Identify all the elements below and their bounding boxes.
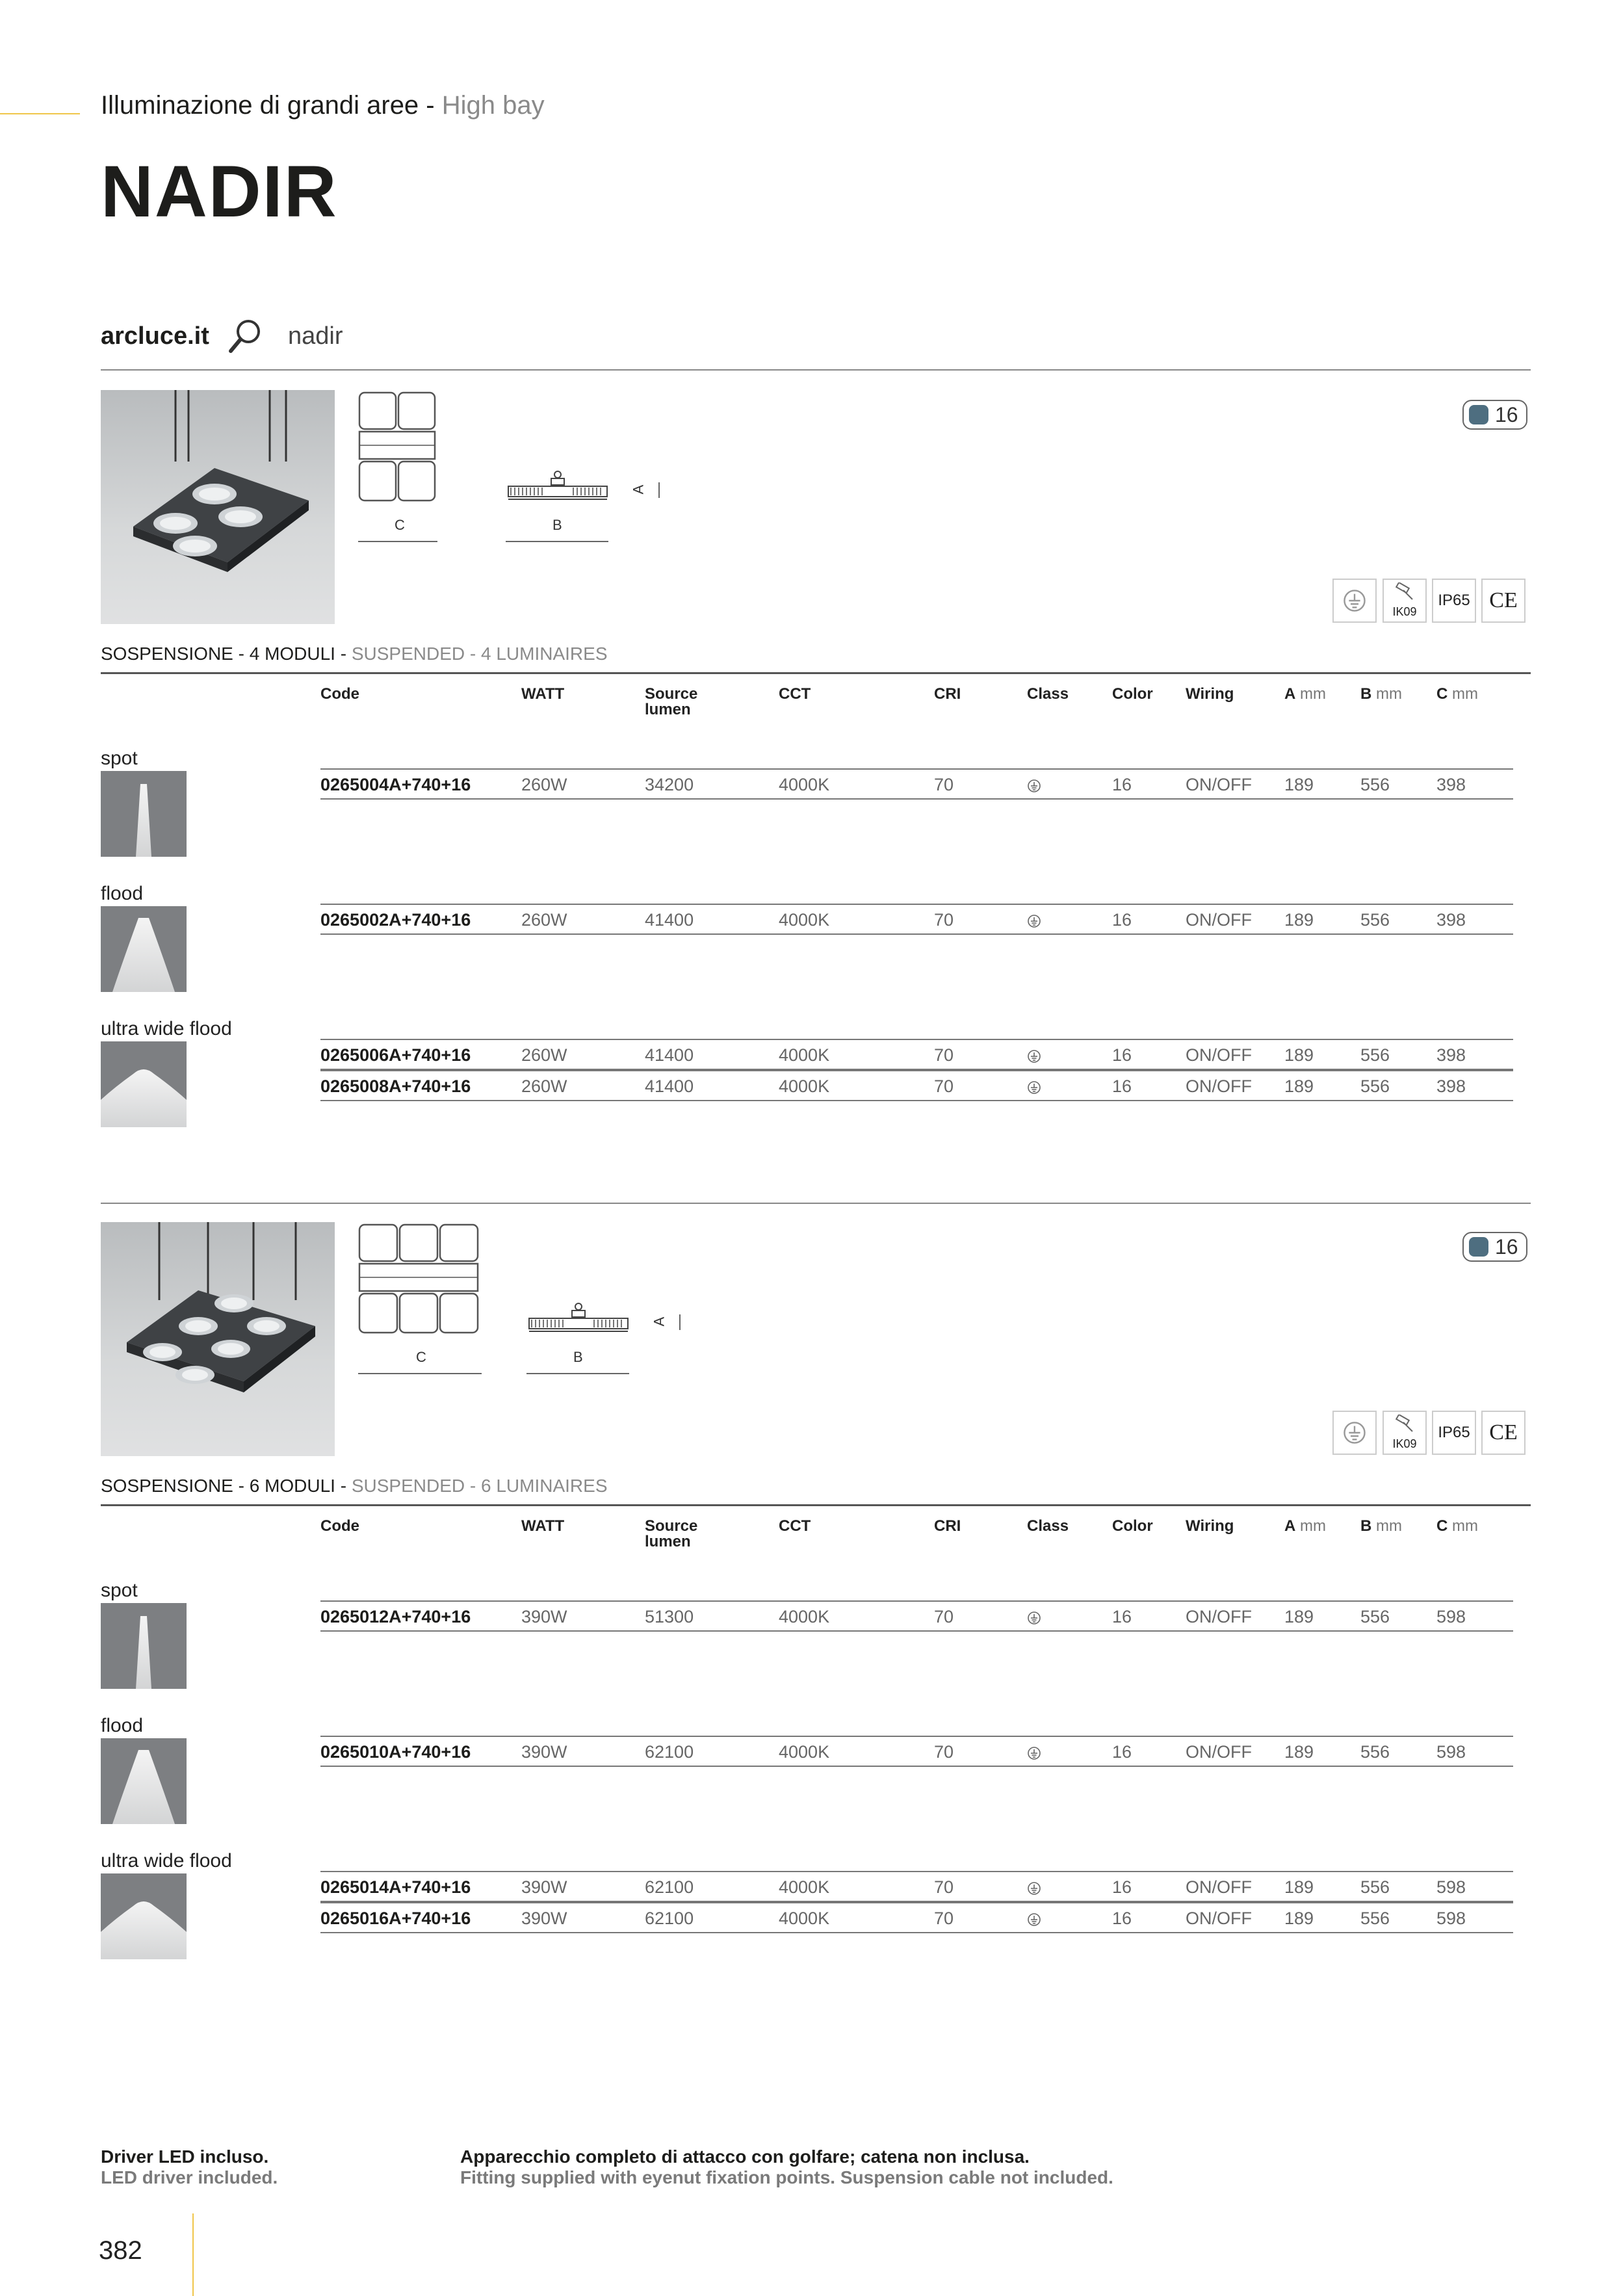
column-header-label: C <box>1436 1517 1448 1535</box>
cell-lumen: 62100 <box>645 1742 694 1762</box>
row-top-rule <box>320 768 1513 770</box>
column-header-spacer <box>1371 1517 1376 1535</box>
cell-cct: 4000K <box>779 1877 830 1897</box>
cell-lumen: 41400 <box>645 910 694 930</box>
column-header-label: Code <box>320 685 359 703</box>
cell-cct: 4000K <box>779 1909 830 1928</box>
column-header-label: Wiring <box>1186 685 1234 703</box>
column-header-label: Code <box>320 1517 359 1535</box>
dimension-c-label: C <box>395 517 405 533</box>
search-divider <box>101 369 1531 371</box>
cell-lumen: 62100 <box>645 1877 694 1897</box>
column-header-spacer <box>1448 1517 1452 1535</box>
row-top-rule <box>320 1871 1513 1872</box>
dimension-c-label: C <box>416 1349 426 1365</box>
cell-code: 0265010A+740+16 <box>320 1742 471 1762</box>
cell-lumen: 41400 <box>645 1076 694 1096</box>
dimension-a-line <box>658 482 660 498</box>
cell-code: 0265002A+740+16 <box>320 910 471 930</box>
cell-cri: 70 <box>934 775 954 794</box>
dimension-b-line <box>506 541 608 542</box>
column-header-label: A <box>1284 1517 1296 1535</box>
cell-lumen: 51300 <box>645 1607 694 1626</box>
row-top-rule <box>320 904 1513 905</box>
column-header-unit: mm <box>1300 685 1326 703</box>
column-header-cls <box>1027 686 1069 702</box>
footer-fitting-note <box>460 2146 1113 2188</box>
column-header-lumen <box>645 686 697 718</box>
beam-type-label: ultra wide flood <box>101 1850 232 1872</box>
cell-a: 189 <box>1284 1607 1314 1626</box>
cell-watt: 390W <box>521 1877 567 1897</box>
cell-b: 556 <box>1360 1607 1390 1626</box>
table-row <box>0 910 1623 930</box>
cell-code: 0265004A+740+16 <box>320 775 471 794</box>
column-header-cri <box>934 1519 961 1534</box>
top-view-drawing <box>357 1222 483 1349</box>
cell-b: 556 <box>1360 1045 1390 1065</box>
cell-color: 16 <box>1112 1076 1132 1096</box>
column-header-spacer <box>1295 685 1300 703</box>
column-header-cri <box>934 686 961 702</box>
ce-mark-icon <box>1481 579 1526 623</box>
column-header-unit: mm <box>1376 1517 1402 1535</box>
dimension-b-label: B <box>552 517 562 533</box>
cell-cct: 4000K <box>779 775 830 794</box>
cell-a: 189 <box>1284 1742 1314 1762</box>
ip-rating-badge: IP65 <box>1432 1411 1476 1455</box>
cell-wiring: ON/OFF <box>1186 1877 1252 1897</box>
column-header-color <box>1112 1519 1153 1534</box>
cell-color: 16 <box>1112 1877 1132 1897</box>
column-header-wiring <box>1186 686 1234 702</box>
cell-a: 189 <box>1284 910 1314 930</box>
cell-watt: 260W <box>521 910 567 930</box>
column-header-label: Color <box>1112 685 1153 703</box>
cell-watt: 260W <box>521 1076 567 1096</box>
category-separator: - <box>419 91 442 120</box>
section-title <box>101 1476 608 1496</box>
impact-rating-badge <box>1383 1411 1427 1455</box>
table-row <box>0 1742 1623 1762</box>
category-heading <box>101 91 545 120</box>
table-row <box>0 775 1623 794</box>
cell-cct: 4000K <box>779 1076 830 1096</box>
cell-b: 556 <box>1360 775 1390 794</box>
row-bottom-rule <box>320 1100 1513 1101</box>
earth-class-icon <box>1332 1411 1377 1455</box>
cell-cri: 70 <box>934 1909 954 1928</box>
cell-cct: 4000K <box>779 1045 830 1065</box>
beam-type-label: ultra wide flood <box>101 1018 232 1039</box>
column-header-code <box>320 686 359 702</box>
cell-wiring: ON/OFF <box>1186 1909 1252 1928</box>
ip-rating-badge: IP65 <box>1432 579 1476 623</box>
cell-c: 598 <box>1436 1742 1466 1762</box>
category-en: High bay <box>441 91 545 120</box>
class-earth-icon <box>1027 1079 1041 1099</box>
cell-lumen: 62100 <box>645 1909 694 1928</box>
column-header-wiring <box>1186 1519 1234 1534</box>
column-header-spacer <box>1371 685 1376 703</box>
side-view-drawing <box>526 1300 630 1342</box>
cell-watt: 390W <box>521 1742 567 1762</box>
column-header-label: CRI <box>934 1517 961 1535</box>
cell-c: 398 <box>1436 1076 1466 1096</box>
cell-lumen: 41400 <box>645 1045 694 1065</box>
cell-wiring: ON/OFF <box>1186 910 1252 930</box>
column-header-unit: mm <box>1376 685 1402 703</box>
cell-cct: 4000K <box>779 1607 830 1626</box>
section-title-en: SUSPENDED - 6 LUMINAIRES <box>351 1476 608 1496</box>
ce-mark: CE <box>1489 588 1518 612</box>
cell-b: 556 <box>1360 1877 1390 1897</box>
column-header-label: Color <box>1112 1517 1153 1535</box>
dimension-c-line <box>358 541 437 542</box>
column-header-label: B <box>1360 685 1372 703</box>
cell-c: 598 <box>1436 1877 1466 1897</box>
footer-accent-line <box>192 2213 194 2296</box>
cell-wiring: ON/OFF <box>1186 1742 1252 1762</box>
cell-cri: 70 <box>934 1742 954 1762</box>
cell-cri: 70 <box>934 1607 954 1626</box>
column-header-b <box>1360 1519 1402 1534</box>
top-view-drawing <box>357 390 440 517</box>
column-header-cls <box>1027 1519 1069 1534</box>
cell-a: 189 <box>1284 1045 1314 1065</box>
class-earth-icon <box>1027 777 1041 798</box>
column-header-c <box>1436 1519 1478 1534</box>
class-earth-icon <box>1027 1880 1041 1900</box>
finish-code: 16 <box>1495 402 1518 426</box>
column-header-spacer <box>1295 1517 1300 1535</box>
cell-wiring: ON/OFF <box>1186 1607 1252 1626</box>
column-header-label-line2: lumen <box>645 701 691 718</box>
cell-color: 16 <box>1112 910 1132 930</box>
finish-swatch <box>1469 405 1488 424</box>
column-header-unit: mm <box>1300 1517 1326 1535</box>
row-bottom-rule <box>320 933 1513 935</box>
dimension-a-label: A <box>651 1316 668 1327</box>
hammer-icon <box>1392 582 1418 605</box>
column-header-unit: mm <box>1452 1517 1478 1535</box>
cell-wiring: ON/OFF <box>1186 775 1252 794</box>
dimension-a-line <box>679 1314 681 1330</box>
cell-watt: 390W <box>521 1607 567 1626</box>
cell-color: 16 <box>1112 1742 1132 1762</box>
class-earth-icon <box>1027 913 1041 933</box>
cell-lumen: 34200 <box>645 775 694 794</box>
cell-b: 556 <box>1360 1909 1390 1928</box>
fitting-note-it: Apparecchio completo di attacco con golfare; catena non inclusa. <box>460 2146 1030 2167</box>
cell-a: 189 <box>1284 1877 1314 1897</box>
cell-a: 189 <box>1284 1909 1314 1928</box>
row-bottom-rule <box>320 1932 1513 1933</box>
side-view-drawing <box>506 468 610 510</box>
column-header-lumen <box>645 1519 697 1550</box>
product-photo <box>101 390 335 624</box>
column-header-cct <box>779 1519 811 1534</box>
page-title: NADIR <box>101 151 338 232</box>
row-bottom-rule <box>320 798 1513 800</box>
beam-type-label: flood <box>101 1715 144 1736</box>
column-header-unit: mm <box>1452 685 1478 703</box>
cell-color: 16 <box>1112 1607 1132 1626</box>
column-header-color <box>1112 686 1153 702</box>
row-top-rule <box>320 1736 1513 1737</box>
column-header-a <box>1284 1519 1326 1534</box>
column-header-watt <box>521 1519 564 1534</box>
section-title-rule <box>101 672 1531 674</box>
column-header-label: Class <box>1027 685 1069 703</box>
column-header-code <box>320 1519 359 1534</box>
column-header-b <box>1360 686 1402 702</box>
website-link[interactable]: arcluce.it <box>101 322 209 350</box>
earth-class-icon <box>1332 579 1377 623</box>
column-header-label: A <box>1284 685 1296 703</box>
row-bottom-rule <box>320 1766 1513 1767</box>
cell-code: 0265008A+740+16 <box>320 1076 471 1096</box>
section-divider <box>101 1203 1531 1204</box>
column-header-label: Source <box>645 685 698 703</box>
cell-a: 189 <box>1284 1076 1314 1096</box>
cell-b: 556 <box>1360 1742 1390 1762</box>
cell-c: 398 <box>1436 910 1466 930</box>
category-it: Illuminazione di grandi aree <box>101 91 419 120</box>
dimension-c-line <box>358 1373 482 1374</box>
row-top-rule <box>320 1070 1513 1071</box>
header-accent-line <box>0 113 80 114</box>
cell-cri: 70 <box>934 1076 954 1096</box>
driver-note-it: Driver LED incluso. <box>101 2146 269 2167</box>
column-header-c <box>1436 686 1478 702</box>
column-header-label: WATT <box>521 1517 565 1535</box>
beam-type-label: flood <box>101 883 144 904</box>
beam-type-label: spot <box>101 748 138 769</box>
section-title <box>101 644 608 664</box>
cell-watt: 260W <box>521 1045 567 1065</box>
cell-wiring: ON/OFF <box>1186 1045 1252 1065</box>
cell-c: 598 <box>1436 1607 1466 1626</box>
cell-code: 0265016A+740+16 <box>320 1909 471 1928</box>
row-bottom-rule <box>320 1630 1513 1632</box>
search-query: nadir <box>288 322 343 350</box>
cell-b: 556 <box>1360 910 1390 930</box>
table-row <box>0 1877 1623 1897</box>
cell-code: 0265014A+740+16 <box>320 1877 471 1897</box>
cell-cri: 70 <box>934 910 954 930</box>
cell-cri: 70 <box>934 1045 954 1065</box>
row-top-rule <box>320 1039 1513 1040</box>
section-title-en: SUSPENDED - 4 LUMINAIRES <box>351 644 608 664</box>
column-header-spacer <box>1448 685 1452 703</box>
ce-mark: CE <box>1489 1420 1518 1444</box>
cell-cri: 70 <box>934 1877 954 1897</box>
row-top-rule <box>320 1600 1513 1602</box>
driver-note-en: LED driver included. <box>101 2167 278 2187</box>
cell-a: 189 <box>1284 775 1314 794</box>
section-title-it: SOSPENSIONE - 6 MODULI - <box>101 1476 352 1496</box>
section-title-it: SOSPENSIONE - 4 MODULI - <box>101 644 352 664</box>
column-header-label: CCT <box>779 685 811 703</box>
dimension-b-line <box>526 1373 629 1374</box>
column-header-label: B <box>1360 1517 1372 1535</box>
beam-type-label: spot <box>101 1580 138 1601</box>
column-header-label: Source <box>645 1517 698 1535</box>
cell-c: 398 <box>1436 775 1466 794</box>
finish-color-badge <box>1462 1232 1527 1262</box>
class-earth-icon <box>1027 1745 1041 1765</box>
column-header-label-line2: lumen <box>645 1533 691 1550</box>
table-row <box>0 1045 1623 1065</box>
search-icon <box>227 317 263 358</box>
dimension-a-label: A <box>630 484 647 495</box>
table-row <box>0 1076 1623 1096</box>
cell-c: 398 <box>1436 1045 1466 1065</box>
cell-cct: 4000K <box>779 910 830 930</box>
class-earth-icon <box>1027 1610 1041 1630</box>
finish-code: 16 <box>1495 1234 1518 1259</box>
column-header-label: CCT <box>779 1517 811 1535</box>
finish-color-badge <box>1462 400 1527 430</box>
column-header-watt <box>521 686 564 702</box>
column-header-label: Wiring <box>1186 1517 1234 1535</box>
cell-c: 598 <box>1436 1909 1466 1928</box>
fitting-note-en: Fitting supplied with eyenut fixation points. Suspension cable not included. <box>460 2167 1113 2187</box>
page-number: 382 <box>99 2236 142 2265</box>
row-top-rule <box>320 1902 1513 1903</box>
ce-mark-icon <box>1481 1411 1526 1455</box>
cell-watt: 390W <box>521 1909 567 1928</box>
column-header-label: CRI <box>934 685 961 703</box>
product-photo <box>101 1222 335 1456</box>
section-title-rule <box>101 1504 1531 1506</box>
cell-color: 16 <box>1112 1045 1132 1065</box>
column-header-label: WATT <box>521 685 565 703</box>
class-earth-icon <box>1027 1048 1041 1068</box>
footer-driver-note <box>101 2146 278 2188</box>
column-header-label: C <box>1436 685 1448 703</box>
cell-wiring: ON/OFF <box>1186 1076 1252 1096</box>
cell-code: 0265006A+740+16 <box>320 1045 471 1065</box>
cell-color: 16 <box>1112 775 1132 794</box>
finish-swatch <box>1469 1237 1488 1257</box>
cell-cct: 4000K <box>779 1742 830 1762</box>
impact-rating-badge <box>1383 579 1427 623</box>
cell-code: 0265012A+740+16 <box>320 1607 471 1626</box>
table-row <box>0 1909 1623 1928</box>
table-row <box>0 1607 1623 1626</box>
column-header-label: Class <box>1027 1517 1069 1535</box>
ik-rating: IK09 <box>1392 1437 1417 1450</box>
cell-color: 16 <box>1112 1909 1132 1928</box>
ik-rating: IK09 <box>1392 605 1417 618</box>
cell-b: 556 <box>1360 1076 1390 1096</box>
hammer-icon <box>1392 1415 1418 1437</box>
column-header-a <box>1284 686 1326 702</box>
class-earth-icon <box>1027 1911 1041 1931</box>
dimension-b-label: B <box>573 1349 583 1365</box>
cell-watt: 260W <box>521 775 567 794</box>
column-header-cct <box>779 686 811 702</box>
